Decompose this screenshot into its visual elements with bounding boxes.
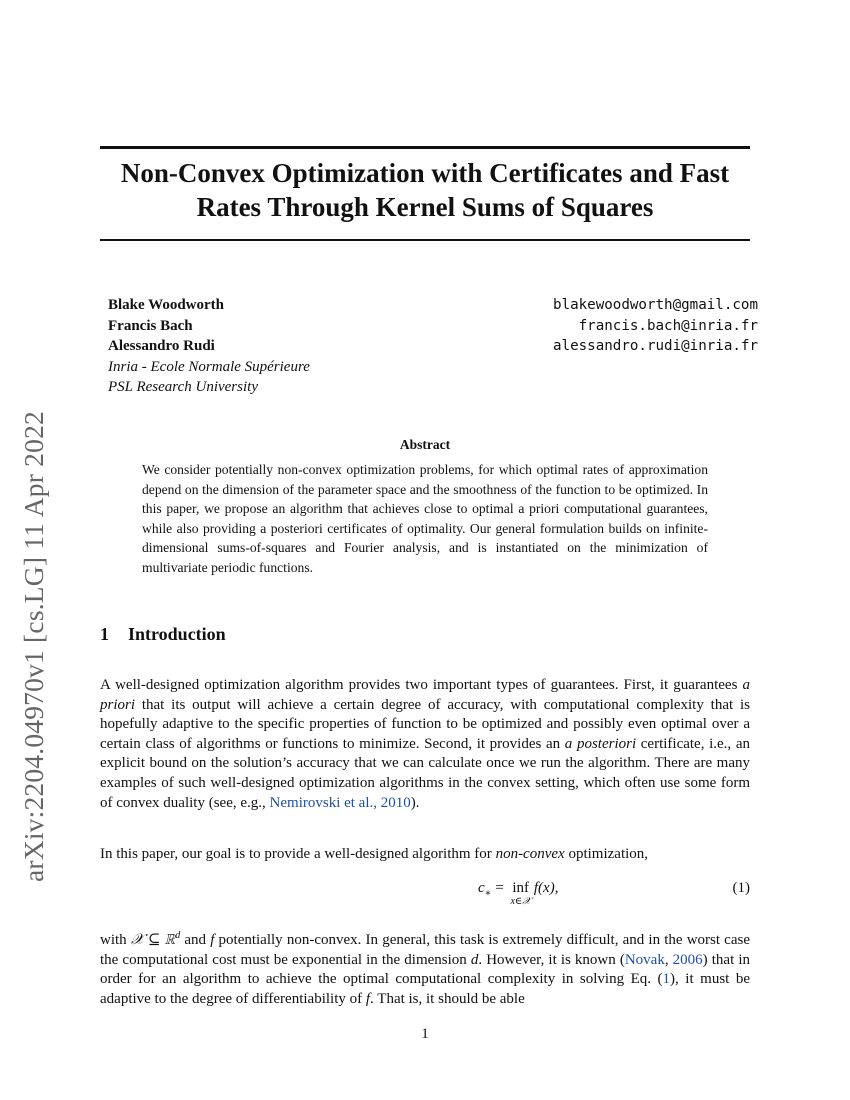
equation-ref-link[interactable]: 1 (662, 971, 671, 988)
infimum-operator (510, 880, 530, 907)
equation-lhs-subscript: ∗ (484, 888, 492, 899)
text-run: , (664, 951, 673, 968)
title-line-2: Rates Through Kernel Sums of Squares (196, 192, 654, 222)
page-number: 1 (421, 1026, 429, 1042)
text-run: ) that in order for an algorithm to achieve the optimal computational complexity in solving Eq. ( (100, 951, 750, 988)
paragraph (100, 676, 750, 813)
text-run: optimization, (564, 846, 649, 862)
author-block (108, 295, 310, 398)
paragraph (100, 926, 750, 1009)
author-name: Blake Woodworth (108, 297, 224, 313)
text-run: and (180, 932, 211, 948)
infimum-label: inf (512, 880, 529, 896)
author-affiliation: Inria - Ecole Normale Supérieure (108, 358, 310, 375)
section-title: Introduction (128, 624, 226, 644)
citation-link[interactable]: Nemirovski et al., 2010 (269, 794, 411, 811)
title-line-1: Non-Convex Optimization with Certificates and Fast (120, 158, 730, 188)
text-run: ). (410, 794, 420, 811)
text-run: that its output will achieve a certain degree of accuracy, with computational complexity that is hopefully adaptive to the specific properties of function to be optimized and possibly even optimal over a certain class of algorithms or functions to minimize. Second, it provides an (100, 696, 750, 752)
author-name: Alessandro Rudi (108, 338, 215, 354)
math-inline: f (210, 932, 215, 948)
text-run: potentially non-convex. In general, this task is extremely difficult, and in the worst case the computational cost must be exponential in the dimension (100, 932, 750, 968)
title-bottom-rule (100, 239, 750, 241)
text-run: certificate, i.e., an explicit bound on the solution’s accuracy that we can calculate once we run the algorithm. There are many examples of such well-designed optimization algorithms in the convex setting, which often use some form of convex duality (see, e.g., (100, 735, 750, 811)
equation (100, 880, 750, 914)
text-run: . That is, it should be able (370, 990, 525, 1007)
text-run: ), it must be adaptive to the degree of differentiability of (100, 971, 750, 1007)
author-email: blakewoodworth@gmail.com (553, 297, 758, 313)
infimum-subscript: x∈𝒳 (510, 896, 531, 907)
equation-number: (1) (732, 880, 750, 896)
author-emails (553, 295, 758, 357)
math-inline: 𝒳 ⊆ ℝ (130, 932, 176, 948)
abstract-text: We consider potentially non-convex optimization problems, for which optimal rates of approximation depend on the dimension of the parameter space and the smoothness of the function to be optimized. In this paper, we propose an algorithm that achieves close to optimal a priori computational guarantees, while also providing a posteriori certificates of optimality. Our general formulation builds on infinite-dimensional sums-of-squares and Fourier analysis, and is instantiated on the minimization of multivariate periodic functions. (142, 462, 708, 575)
emphasis: a priori (100, 677, 750, 713)
citation-link[interactable]: 2006 (672, 951, 703, 968)
text-run: . However, it is known ( (478, 951, 625, 968)
author-affiliation: PSL Research University (108, 379, 258, 395)
emphasis: a posteriori (564, 735, 637, 752)
equation-body (478, 880, 558, 907)
citation-link[interactable]: Novak (624, 951, 665, 968)
author-name: Francis Bach (108, 317, 193, 334)
abstract-heading: Abstract (399, 437, 451, 452)
arxiv-identifier: arXiv:2204.04970v1 [cs.LG] 11 Apr 2022 (18, 411, 49, 882)
paragraph (100, 845, 750, 865)
author-email: francis.bach@inria.fr (578, 317, 758, 334)
section-number: 1 (100, 624, 109, 644)
math-superscript: d (175, 930, 181, 941)
equation-lhs: c (478, 880, 485, 896)
math-inline: f (365, 990, 371, 1007)
author-email: alessandro.rudi@inria.fr (553, 338, 758, 354)
paper-title (100, 156, 750, 224)
math-inline: d (470, 951, 479, 968)
section-heading (100, 624, 226, 645)
text-run: with (100, 932, 131, 948)
text-run: A well-designed optimization algorithm provides two important types of guarantees. First, it guarantees (100, 677, 743, 693)
equation-rhs: f(x), (533, 880, 559, 896)
equals-sign: = (491, 880, 508, 896)
text-run: In this paper, our goal is to provide a well-designed algorithm for (100, 846, 496, 862)
emphasis: non-convex (495, 846, 565, 862)
title-top-rule (100, 146, 750, 149)
